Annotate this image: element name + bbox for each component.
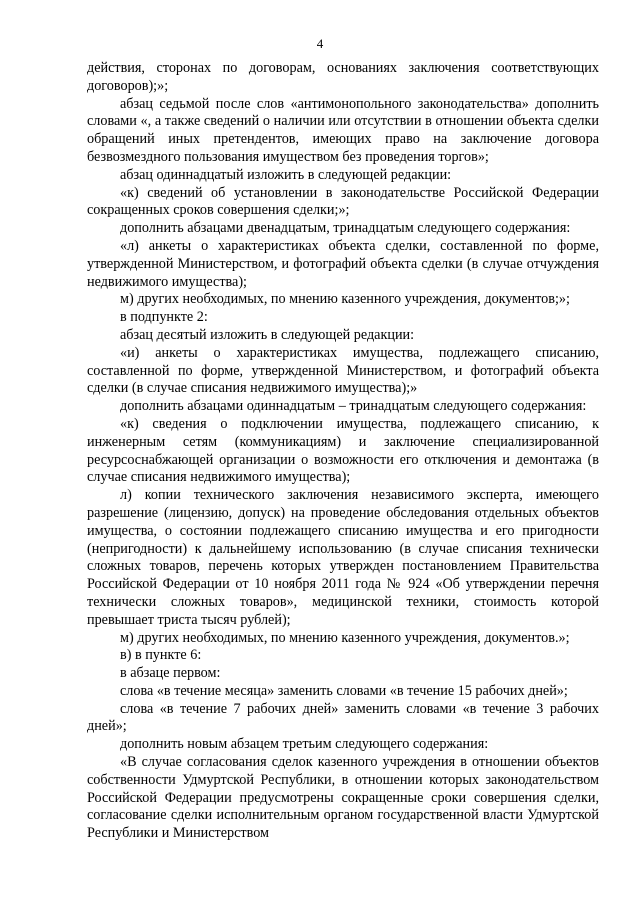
paragraph: слова «в течение 7 рабочих дней» заменить словами «в течение 3 рабочих дней»; bbox=[87, 700, 599, 735]
paragraph: дополнить абзацами двенадцатым, тринадцатым следующего содержания: bbox=[120, 220, 571, 237]
paragraph: в подпункте 2: bbox=[120, 309, 208, 326]
paragraph: абзац десятый изложить в следующей редакции: bbox=[120, 326, 415, 343]
paragraph: абзац одиннадцатый изложить в следующей редакции: bbox=[120, 166, 452, 183]
paragraph: дополнить новым абзацем третьим следующего содержания: bbox=[120, 736, 489, 753]
paragraph: дополнить абзацами одиннадцатым – тринадцатым следующего содержания: bbox=[120, 398, 587, 415]
paragraph: м) других необходимых, по мнению казенного учреждения, документов;»; bbox=[120, 291, 570, 308]
paragraph: м) других необходимых, по мнению казенного учреждения, документов.»; bbox=[120, 629, 570, 646]
paragraph: действия, сторонах по договорам, основаниях заключения соответствующих договоров);»; bbox=[87, 60, 599, 94]
paragraph: «л) анкеты о характеристиках объекта сделки, составленной по форме, утвержденной Министерством, и фотографий объекта сделки (в случае отчуждения недвижимого имущества); bbox=[87, 237, 599, 290]
paragraph: в) в пункте 6: bbox=[120, 647, 202, 664]
paragraph: «В случае согласования сделок казенного учреждения в отношении объектов собственности Удмуртской Республики, в отношении которых законодательством Российской Федерации предусмотрены сокращенные сроки совершения сделки, согласование сделки исполнительным органом государственной власти Удмуртской Республики и Министерством bbox=[87, 754, 599, 842]
page-number: 4 bbox=[316, 36, 324, 51]
paragraph: «и) анкеты о характеристиках имущества, подлежащего списанию, составленной по форме, утвержденной Министерством, и фотографий объекта сделки (в случае списания недвижимого имущества);» bbox=[87, 344, 599, 397]
document-body bbox=[87, 60, 599, 843]
paragraph: «к) сведений об установлении в законодательстве Российской Федерации сокращенных сроков совершения сделки;»; bbox=[87, 184, 599, 219]
paragraph: в абзаце первом: bbox=[120, 665, 221, 682]
paragraph: л) копии технического заключения независимого эксперта, имеющего разрешение (лицензию, допуск) на проведение обследования отдельных объектов имущества, о состоянии подлежащего списанию имущества и его пригодности (непригодности) к дальнейшему использованию (в случае списания технически сложных товаров, перечень которых утвержден постановлением Правительства Российской Федерации от 10 ноября 2011 года № 924 «Об утверждении перечня технически сложных товаров», медицинской техники, стоимость которой превышает триста тысяч рублей); bbox=[87, 487, 599, 628]
paragraph: абзац седьмой после слов «антимонопольного законодательства» дополнить словами «, а также сведений о наличии или отсутствии в отношении объекта сделки обращений иных претендентов, имеющих право на заключение договора безвозмездного пользования имуществом без проведения торгов»; bbox=[87, 95, 599, 165]
paragraph: «к) сведения о подключении имущества, подлежащего списанию, к инженерным сетям (коммуникациям) и заключение специализированной ресурсоснабжающей организации о возможности его отключения и демонтажа (в случае списания недвижимого имущества); bbox=[87, 415, 599, 486]
paragraph: слова «в течение месяца» заменить словами «в течение 15 рабочих дней»; bbox=[120, 682, 568, 699]
